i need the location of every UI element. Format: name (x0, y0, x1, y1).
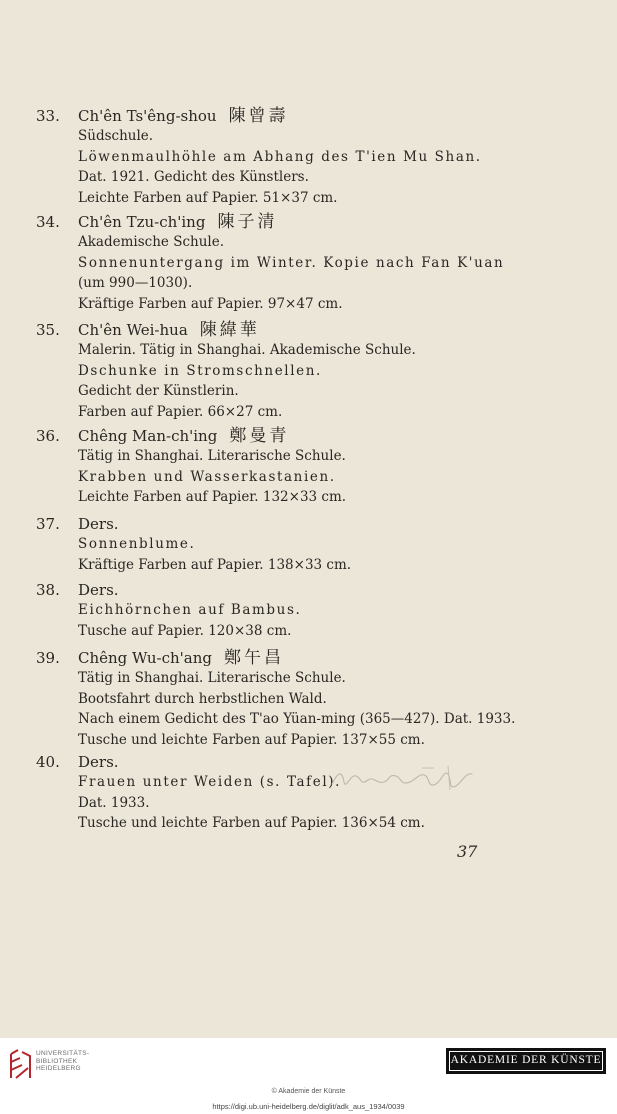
pencil-signature (330, 764, 480, 794)
entry-line: Gedicht der Künstlerin. (78, 383, 239, 399)
entry-heading (36, 580, 596, 600)
catalog-entry-40 (36, 752, 596, 834)
entry-number: 40. (36, 753, 60, 771)
entry-number: 39. (36, 649, 60, 667)
library-name-line: BIBLIOTHEK (36, 1057, 78, 1065)
artist-name: Ders. (78, 515, 119, 533)
artist-name-chinese: 鄭曼青 (229, 426, 290, 446)
entry-line: Südschule. (78, 128, 154, 144)
entry-number: 35. (36, 321, 60, 339)
entry-number: 38. (36, 581, 60, 599)
entry-line: Dschunke in Stromschnellen. (78, 362, 322, 379)
entry-number: 36. (36, 427, 60, 445)
catalog-entry-39 (36, 648, 596, 750)
entry-line: Kräftige Farben auf Papier. 138×33 cm. (78, 556, 352, 573)
catalog-entry-38 (36, 580, 596, 641)
entry-number: 33. (36, 107, 60, 125)
library-name-line: UNIVERSITÄTS- (36, 1050, 90, 1057)
copyright-text: © Akademie der Künste (271, 1088, 346, 1095)
artist-name-chinese: 陳緯華 (199, 320, 260, 340)
akademie-badge[interactable] (446, 1048, 606, 1074)
entry-number: 34. (36, 213, 60, 231)
artist-name: Ders. (78, 753, 119, 771)
entry-line: Tusche und leichte Farben auf Papier. 137×55 cm. (78, 731, 425, 748)
entry-line: Krabben und Wasserkastanien. (78, 468, 336, 485)
entry-line: Farben auf Papier. 66×27 cm. (78, 403, 283, 420)
artist-name: Chêng Man-ch'ing (78, 427, 218, 445)
catalog-entry-34 (36, 212, 596, 314)
catalog-entry-33 (36, 106, 596, 208)
artist-name: Ch'ên Ts'êng-shou (78, 107, 217, 125)
entry-heading (36, 106, 596, 126)
artist-name: Chêng Wu-ch'ang (78, 649, 212, 667)
catalog-entry-36 (36, 426, 596, 508)
entry-line: Eichhörnchen auf Bambus. (78, 602, 302, 618)
entry-line: (um 990—1030). (78, 275, 193, 291)
artist-name: Ch'ên Wei-hua (78, 321, 188, 339)
entry-heading (36, 514, 596, 534)
akademie-badge-label: AKADEMIE DER KÜNSTE (449, 1051, 603, 1071)
entry-heading (36, 648, 596, 668)
artist-name-chinese: 陳子清 (217, 212, 278, 232)
artist-name: Ch'ên Tzu-ch'ing (78, 213, 206, 231)
entry-line: Bootsfahrt durch herbstlichen Wald. (78, 690, 327, 707)
page-number: 37 (457, 842, 478, 861)
entry-heading (36, 212, 596, 232)
entry-line: Tätig in Shanghai. Literarische Schule. (78, 448, 346, 464)
university-library-logo-icon[interactable] (8, 1048, 34, 1082)
catalog-entry-37 (36, 514, 596, 575)
entry-number: 37. (36, 515, 60, 533)
catalog-entry-35 (36, 320, 596, 422)
artist-name: Ders. (78, 581, 119, 599)
entry-line: Nach einem Gedicht des T'ao Yüan-ming (365—427). Dat. 1933. (78, 711, 516, 727)
entry-line: Leichte Farben auf Papier. 132×33 cm. (78, 489, 347, 505)
entry-heading (36, 752, 596, 772)
library-name[interactable] (36, 1050, 89, 1073)
entry-line: Tätig in Shanghai. Literarische Schule. (78, 670, 346, 686)
library-name-line: HEIDELBERG (36, 1065, 81, 1072)
entry-line: Sonnenuntergang im Winter. Kopie nach Fan K'uan (78, 254, 505, 271)
artist-name-chinese: 鄭午昌 (223, 648, 284, 668)
entry-line: Tusche und leichte Farben auf Papier. 136×54 cm. (78, 815, 425, 831)
entry-line: Löwenmaulhöhle am Abhang des T'ien Mu Shan. (78, 148, 482, 165)
entry-line: Kräftige Farben auf Papier. 97×47 cm. (78, 295, 343, 312)
entry-heading (36, 426, 596, 446)
entry-line: Leichte Farben auf Papier. 51×37 cm. (78, 189, 338, 206)
entry-line: Dat. 1921. Gedicht des Künstlers. (78, 169, 309, 185)
entry-heading (36, 320, 596, 340)
viewer-footer (0, 1038, 617, 1114)
entry-line: Sonnenblume. (78, 536, 196, 552)
entry-line: Dat. 1933. (78, 794, 150, 811)
entry-line: Tusche auf Papier. 120×38 cm. (78, 622, 292, 639)
permalink-url[interactable]: https://digi.ub.uni-heidelberg.de/diglit/adk_aus_1934/0039 (212, 1102, 405, 1111)
entry-line: Frauen unter Weiden (s. Tafel). (78, 774, 342, 790)
artist-name-chinese: 陳曾壽 (228, 106, 289, 126)
entry-line: Malerin. Tätig in Shanghai. Akademische Schule. (78, 342, 416, 358)
entry-line: Akademische Schule. (78, 234, 224, 250)
